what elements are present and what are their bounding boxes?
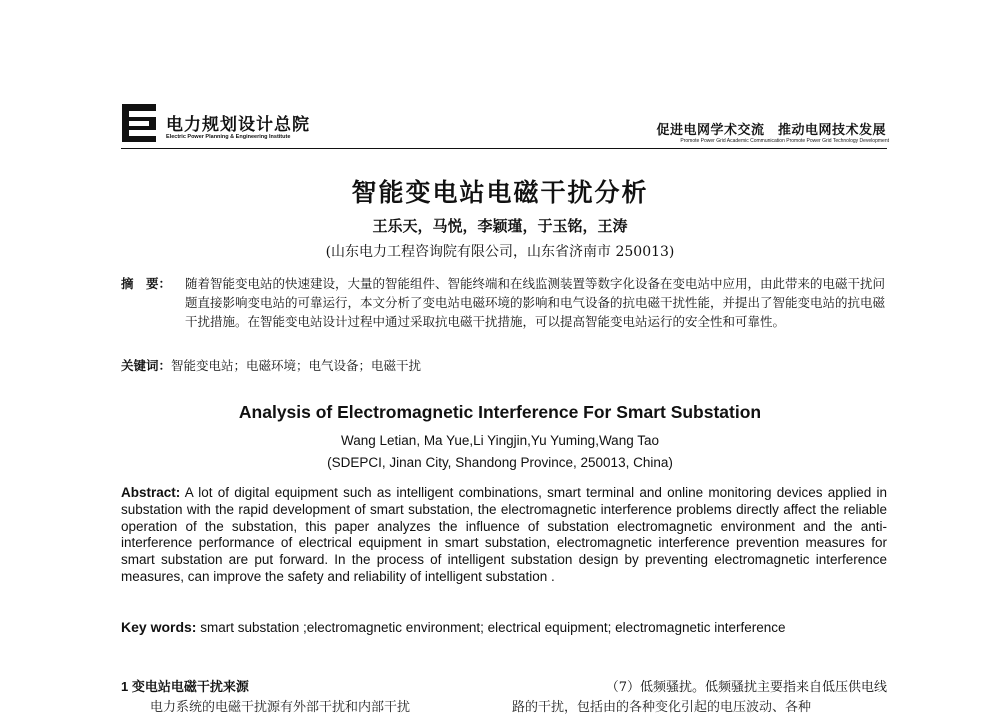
affiliation-cn: (山东电力工程咨询院有限公司，山东省济南市 250013) xyxy=(325,244,675,260)
header-divider xyxy=(121,148,887,149)
paper-title-cn: 智能变电站电磁干扰分析 xyxy=(351,179,649,207)
column2-partial-line: 路的干扰，包括由的各种变化引起的电压波动、各种 xyxy=(512,700,812,715)
column1-partial-line: 电力系统的电磁干扰源有外部干扰和内部干扰 xyxy=(150,700,411,715)
keywords-cn xyxy=(121,356,421,374)
affiliation-en: (SDEPCI, Jinan City, Shandong Province, 250013, China) xyxy=(327,455,673,470)
keywords-cn-label: 关键词： xyxy=(121,358,172,373)
keywords-en-text: smart substation ;electromagnetic environment; electrical equipment; electromagnetic interference xyxy=(196,620,786,635)
institute-logo-icon xyxy=(122,104,156,142)
abstract-en-text: A lot of digital equipment such as intelligent combinations, smart terminal and online monitoring devices applied in substation with the rapid development of smart substation, the electromagnetic interference problems directly affect the reliable operation of the substation, this paper analyzes the influence of substation electromagnetic environment and the anti-interference performance of electrical equipment in smart substation, electromagnetic interference prevention measures for smart substation are put forward. In the process of intelligent substation design by preventing electromagnetic interference measures, can improve the safety and reliability of intelligent substation . xyxy=(121,485,887,584)
slogan-en: Promote Power Grid Academic Communication Promote Power Grid Technology Development xyxy=(680,138,889,144)
section-1-heading: 1 变电站电磁干扰来源 xyxy=(121,679,249,694)
keywords-cn-text: 智能变电站；电磁环境；电气设备；电磁干扰 xyxy=(171,358,422,373)
abstract-cn-text: 随着智能变电站的快速建设，大量的智能组件、智能终端和在线监测装置等数字化设备在变电站中应用，由此带来的电磁干扰问题直接影响变电站的可靠运行，本文分析了变电站电磁环境的影响和电气设备的抗电磁干扰性能，并提出了智能变电站的抗电磁干扰措施。在智能变电站设计过程中通过采取抗电磁干扰措施，可以提高智能变电站运行的安全性和可靠性。 xyxy=(185,276,886,329)
authors-cn: 王乐天，马悦，李颖瑾，于玉铭，王涛 xyxy=(372,218,628,235)
keywords-en-label: Key words: xyxy=(121,619,197,635)
column2-first-line: （7）低频骚扰。低频骚扰主要指来自低压供电线 xyxy=(605,680,887,695)
org-name-en: Electric Power Planning & Engineering Institute xyxy=(166,134,291,140)
abstract-cn xyxy=(121,274,887,331)
slogan-cn: 促进电网学术交流 推动电网技术发展 xyxy=(656,122,886,137)
authors-en: Wang Letian, Ma Yue,Li Yingjin,Yu Yuming,Wang Tao xyxy=(341,433,659,448)
abstract-en xyxy=(121,485,887,586)
keywords-en xyxy=(121,619,887,635)
paper-title-en: Analysis of Electromagnetic Interference For Smart Substation xyxy=(238,402,762,422)
org-name-cn: 电力规划设计总院 xyxy=(166,115,310,134)
abstract-en-label: Abstract: xyxy=(121,485,181,500)
abstract-cn-label: 摘 要： xyxy=(121,276,172,291)
